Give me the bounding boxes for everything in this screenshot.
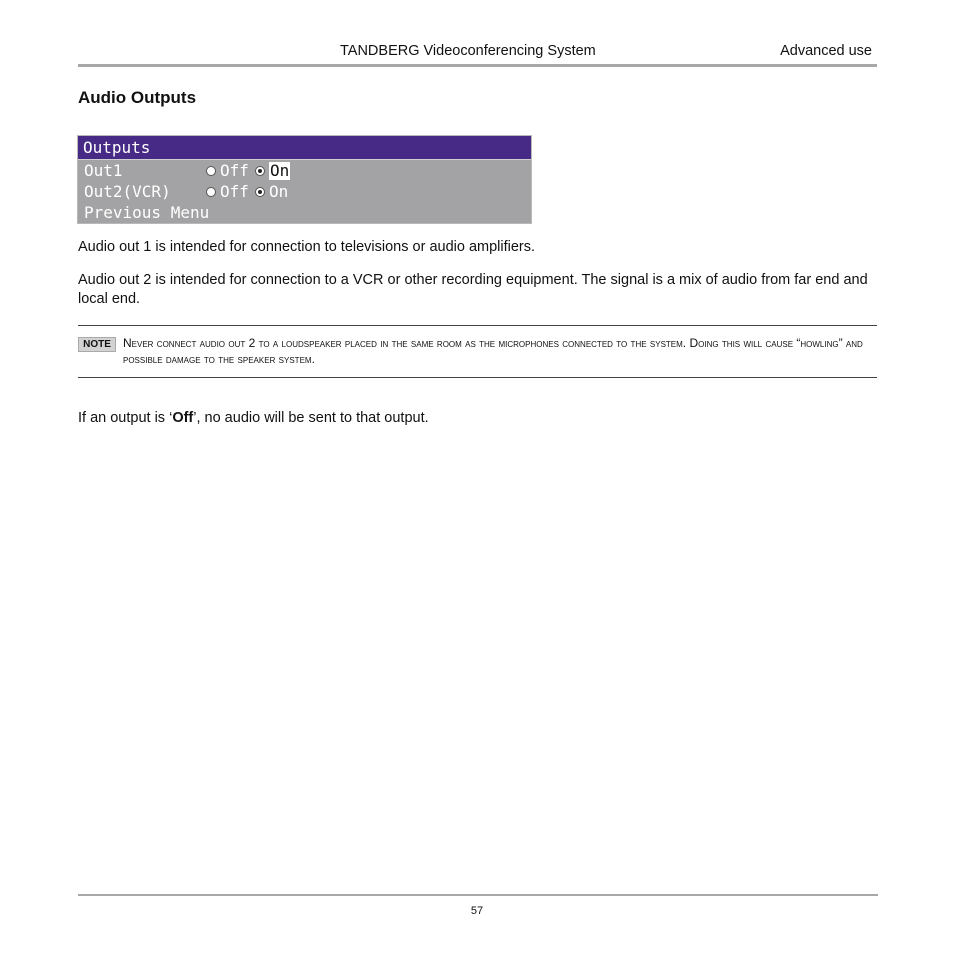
radio-unchecked-icon[interactable] [206, 166, 216, 176]
option-label: On [269, 182, 289, 201]
radio-unchecked-icon[interactable] [206, 187, 216, 197]
out1-off-option[interactable] [206, 160, 249, 181]
menu-item-previous-menu[interactable] [78, 202, 531, 223]
row-label: Previous Menu [84, 203, 210, 222]
section-title: Audio Outputs [78, 88, 197, 107]
note-badge: NOTE [78, 337, 116, 352]
text-segment: If an output is ‘ [78, 410, 173, 426]
radio-checked-icon[interactable] [255, 187, 265, 197]
menu-row-out1[interactable] [78, 160, 531, 181]
page-number: 57 [470, 905, 484, 917]
out2-off-option[interactable] [206, 181, 249, 202]
paragraph-audio-out-1: Audio out 1 is intended for connection to televisions or audio amplifiers. [78, 239, 536, 255]
note-bottom-divider [78, 377, 877, 378]
row-label: Out1 [84, 161, 123, 180]
header-section: Advanced use [780, 43, 872, 59]
option-label: Off [220, 182, 249, 201]
note-text: Never connect audio out 2 to a loudspeaker placed in the same room as the microphones connected to the system. Doing this will cause “howling” and possible damage to the speaker system. [123, 336, 863, 366]
paragraph-audio-out-2: Audio out 2 is intended for connection to a VCR or other recording equipment. The signal is a mix of audio from far end and local end. [78, 272, 868, 307]
out2-on-option[interactable] [255, 181, 288, 202]
note-top-divider [78, 325, 877, 326]
header-title: TANDBERG Videoconferencing System [340, 43, 596, 59]
menu-row-out2-vcr[interactable] [78, 181, 531, 202]
paragraph-off-output [78, 409, 868, 428]
text-segment: ’, no audio will be sent to that output. [193, 410, 429, 426]
bold-off: Off [172, 410, 194, 426]
out1-on-option[interactable] [255, 160, 290, 181]
menu-title: Outputs [78, 136, 531, 160]
row-label: Out2(VCR) [84, 182, 171, 201]
option-label-selected: On [270, 160, 290, 180]
radio-checked-icon[interactable] [255, 166, 265, 176]
outputs-menu [77, 135, 532, 224]
header-divider [78, 64, 877, 67]
footer-divider [78, 894, 878, 896]
option-label: Off [220, 161, 249, 180]
